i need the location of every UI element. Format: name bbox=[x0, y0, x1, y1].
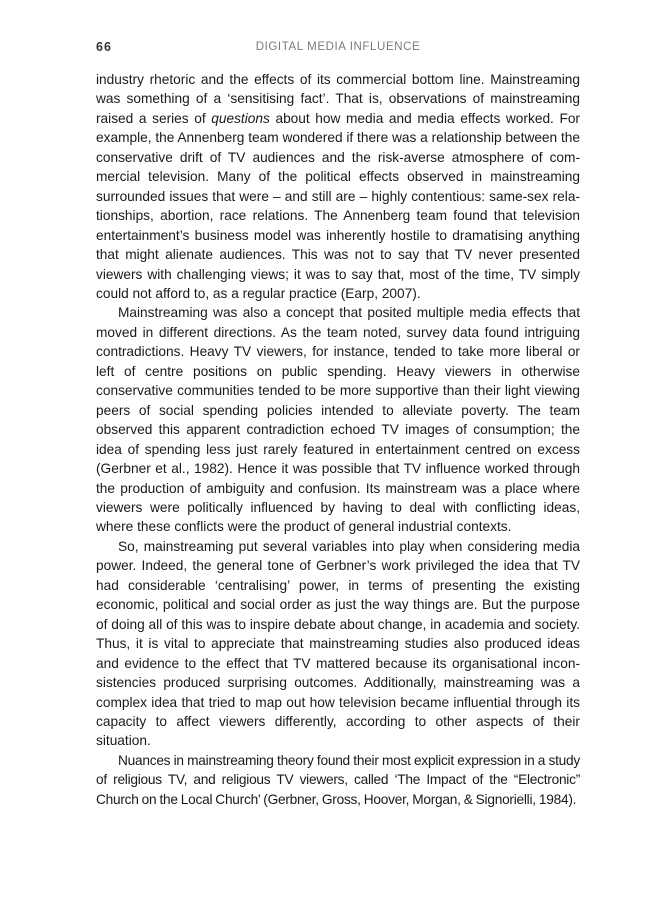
body-text bbox=[96, 70, 580, 809]
paragraph-3: So, mainstreaming put several variables into play when considering media power. Indeed, the general tone of Gerbner’s work privileged the idea that TV had considerable ‘centralising’ power, in terms of presenting the existing economic, political and social order as just the way things are. But the purpose of doing all of this was to inspire debate about change, in academia and society. Thus, it is vital to appreciate that mainstreaming studies also produced ideas and evidence to the effect that TV mattered because its organisational inconsistencies produced surprising outcomes. Additionally, mainstreaming was a complex idea that tried to map out how television became influential through its capacity to affect viewers differently, according to other aspects of their situation. bbox=[96, 538, 580, 749]
running-head: DIGITAL MEDIA INFLUENCE bbox=[255, 41, 421, 53]
page-number: 66 bbox=[96, 40, 112, 54]
paragraph-1-text-end: about how media and media effects worked. For example, the Annenberg team wondered if there was a relationship between the conservative drift of TV audiences and the risk-averse atmosphere of commercial television. Many of the political effects observed in mainstreaming surrounded issues that were – and still are – highly contentious: same-sex relationships, abortion, race relations. The Annenberg team found that television entertainment’s business model was inherently hostile to dramatising anything that might alienate audiences. This was not to say that TV never presented viewers with challenging views; it was to say that, most of the time, TV simply could not afford to, as a regular practice (Earp, 2007). bbox=[96, 110, 580, 301]
page-header bbox=[96, 40, 580, 58]
paragraph-2: Mainstreaming was also a concept that posited multiple media effects that moved in different directions. As the team noted, survey data found intriguing contradictions. Heavy TV viewers, for instance, tended to take more liberal or left of centre positions on public spending. Heavy viewers in otherwise conservative communities tended to be more supportive than their light viewing peers of social spending policies intended to alleviate poverty. The team observed this apparent contradiction echoed TV images of consumption; the idea of spending less just rarely featured in entertainment centred on excess (Gerbner et al., 1982). Hence it was possible that TV influence worked through the production of ambiguity and confusion. Its mainstream was a place where viewers were politically influenced by having to deal with conflicting ideas, where these conflicts were the product of general industrial contexts. bbox=[96, 305, 580, 535]
paragraph-1-text-start: industry rhetoric and the effects of its commercial bottom line. Mainstreaming was something of a ‘sensitising fact’. That is, observations of mainstreaming raised a series of bbox=[96, 72, 580, 126]
emphasis-questions: questions bbox=[211, 110, 270, 126]
paragraph-1 bbox=[96, 70, 580, 303]
paragraph-4: Nuances in mainstreaming theory found their most explicit expression in a study of religious TV, and religious TV viewers, called ‘The Impact of the “Electronic” Church on the Local Church’ (Gerbner, Gross, Hoover, Morgan, & Signorielli, 1984). bbox=[96, 752, 580, 807]
